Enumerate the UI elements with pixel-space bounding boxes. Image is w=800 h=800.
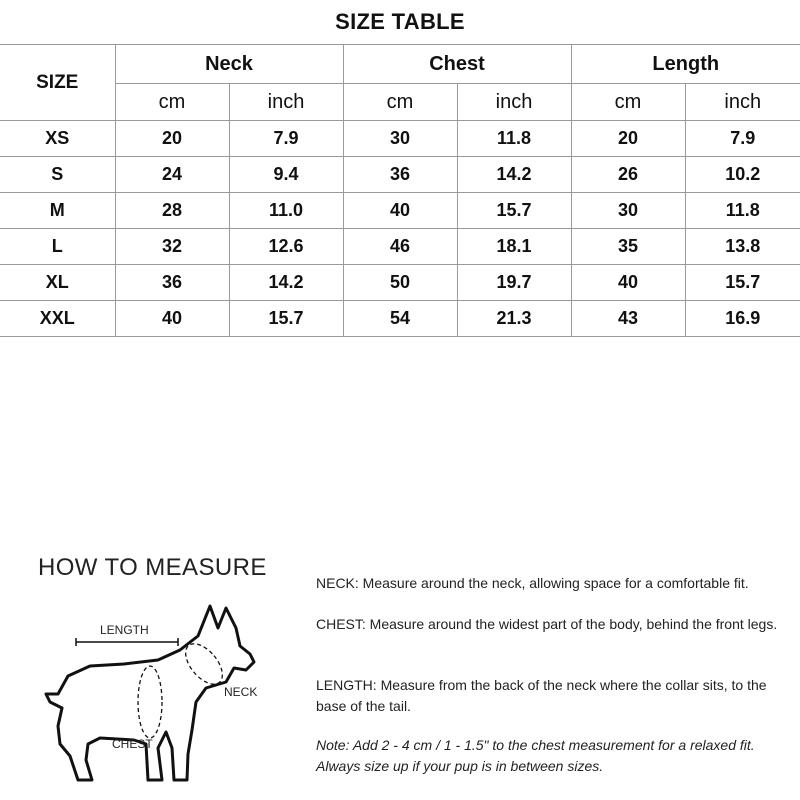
- table-row: [0, 193, 800, 229]
- measurement-cell: 20: [115, 121, 229, 157]
- length-group-header: Length: [571, 45, 800, 84]
- size-column-header: SIZE: [0, 45, 115, 121]
- measurement-cell: 19.7: [457, 265, 571, 301]
- table-row: [0, 301, 800, 337]
- fit-note: Note: Add 2 - 4 cm / 1 - 1.5" to the chest measurement for a relaxed fit. Always size up if your pup is in between sizes.: [316, 737, 755, 774]
- unit-header: inch: [229, 84, 343, 121]
- measurement-cell: 40: [343, 193, 457, 229]
- measurement-cell: 7.9: [685, 121, 800, 157]
- unit-header: cm: [343, 84, 457, 121]
- table-body: [0, 121, 800, 337]
- unit-header: cm: [115, 84, 229, 121]
- neck-group-header: Neck: [115, 45, 343, 84]
- measurement-cell: 14.2: [229, 265, 343, 301]
- measurement-cell: 12.6: [229, 229, 343, 265]
- measurement-cell: 30: [343, 121, 457, 157]
- measurement-cell: 43: [571, 301, 685, 337]
- table-row: [0, 229, 800, 265]
- neck-label: NECK: [224, 685, 258, 699]
- measurement-cell: 9.4: [229, 157, 343, 193]
- measurement-cell: 24: [115, 157, 229, 193]
- chest-label: CHEST: [112, 737, 153, 751]
- measurement-cell: 15.7: [229, 301, 343, 337]
- measurement-cell: 20: [571, 121, 685, 157]
- measurement-cell: 40: [115, 301, 229, 337]
- measurement-cell: 28: [115, 193, 229, 229]
- unit-header: inch: [685, 84, 800, 121]
- measurement-cell: 36: [115, 265, 229, 301]
- measurement-cell: 16.9: [685, 301, 800, 337]
- measurement-cell: 50: [343, 265, 457, 301]
- measurement-cell: 15.7: [457, 193, 571, 229]
- unit-header: cm: [571, 84, 685, 121]
- table-row: [0, 157, 800, 193]
- measurement-cell: 26: [571, 157, 685, 193]
- size-cell: L: [0, 229, 115, 265]
- size-cell: XS: [0, 121, 115, 157]
- measurement-cell: 35: [571, 229, 685, 265]
- measurement-cell: 54: [343, 301, 457, 337]
- table-title: SIZE TABLE: [0, 0, 800, 45]
- measurement-cell: 13.8: [685, 229, 800, 265]
- size-cell: S: [0, 157, 115, 193]
- measurement-cell: 36: [343, 157, 457, 193]
- size-table: [0, 0, 800, 337]
- measurement-cell: 11.8: [685, 193, 800, 229]
- unit-header: inch: [457, 84, 571, 121]
- measurement-cell: 46: [343, 229, 457, 265]
- how-to-measure-title: HOW TO MEASURE: [38, 554, 267, 581]
- measurement-cell: 7.9: [229, 121, 343, 157]
- chest-instruction: CHEST: Measure around the widest part of the body, behind the front legs.: [316, 616, 778, 632]
- measurement-cell: 21.3: [457, 301, 571, 337]
- measurement-cell: 15.7: [685, 265, 800, 301]
- measurement-cell: 11.0: [229, 193, 343, 229]
- measurement-cell: 14.2: [457, 157, 571, 193]
- measurement-cell: 30: [571, 193, 685, 229]
- length-instruction: LENGTH: Measure from the back of the neck where the collar sits, to the base of the tail.: [316, 677, 767, 714]
- measurement-cell: 40: [571, 265, 685, 301]
- measurement-cell: 32: [115, 229, 229, 265]
- size-cell: XXL: [0, 301, 115, 337]
- measurement-cell: 11.8: [457, 121, 571, 157]
- chest-group-header: Chest: [343, 45, 571, 84]
- length-label: LENGTH: [100, 623, 149, 637]
- measurement-cell: 10.2: [685, 157, 800, 193]
- neck-instruction: NECK: Measure around the neck, allowing space for a comfortable fit.: [316, 575, 749, 591]
- table-row: [0, 265, 800, 301]
- size-cell: M: [0, 193, 115, 229]
- size-cell: XL: [0, 265, 115, 301]
- table-row: [0, 121, 800, 157]
- measurement-cell: 18.1: [457, 229, 571, 265]
